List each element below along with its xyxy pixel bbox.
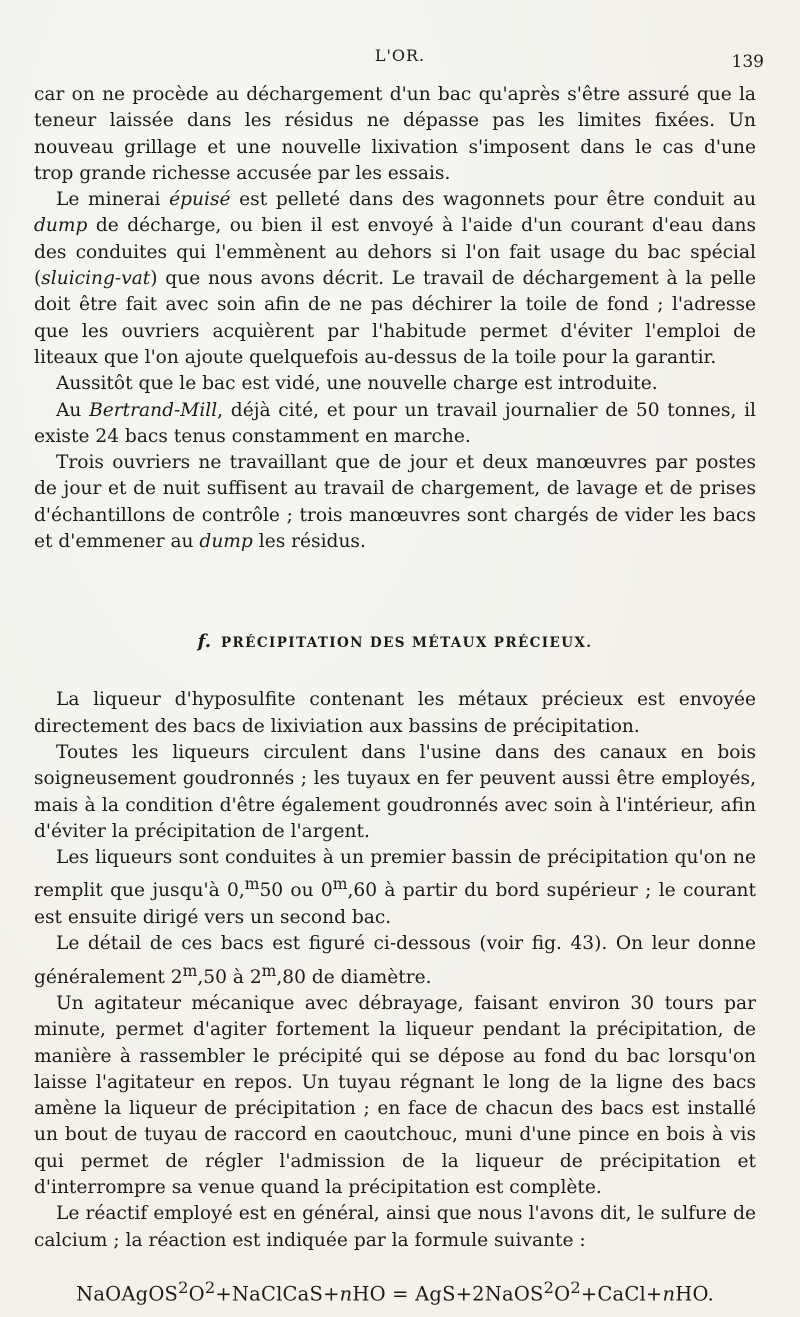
paragraph-canals: Toutes les liqueurs circulent dans l'usine dans des canaux en bois soigneusement goudronnés ; les tuyaux en fer peuvent aussi être employés, mais à la condition d'être également goudronnés avec soin à l'intérieur, afin d'éviter la précipitation de l'argent. (34, 741, 756, 842)
paragraph-bac-detail (34, 931, 756, 991)
formula-part: +NaClCaS+ (215, 1282, 340, 1306)
formula-superscript: 2 (543, 1277, 555, 1297)
term-epuise: épuisé (169, 189, 231, 211)
text-run: de décharge, ou bien il est envoyé à l'aide d'un courant d'eau dans des conduites qui l'emmènent au dehors si l'on fait usage du bac spécial ( (34, 215, 756, 290)
text-run: est pelleté dans des wagonnets pour être conduit au (230, 189, 756, 211)
paragraph-agitator: Un agitateur mécanique avec débrayage, faisant environ 30 tours par minute, permet d'agiter fortement la liqueur pendant la précipitation, de manière à rassembler le précipité qui se dépose au fond du bac lorsqu'on laisse l'agitateur en repos. Un tuyau régnant le long de la ligne des bacs amène la liqueur de précipitation ; en face de chacun des bacs est installé un bout de tuyau de raccord en caoutchouc, muni d'une pince en bois à vis qui permet de régler l'admission de la liqueur de précipitation et d'interrompre sa venue quand la précipitation est complète. (34, 992, 756, 1199)
spacer (34, 555, 756, 631)
term-bertrand-mill: Bertrand-Mill (89, 399, 218, 421)
text-run: ,50 à 2 (197, 966, 262, 988)
term-sluicing-vat: sluicing-vat (41, 268, 151, 290)
page-number: 139 (731, 52, 764, 72)
text-run: ,60 à partir du bord supérieur ; le courant est ensuite dirigé vers un second bac. (34, 880, 756, 928)
text-run: les résidus. (252, 531, 366, 553)
formula-variable: n (662, 1282, 676, 1306)
unit-superscript: m (244, 875, 260, 894)
formula-part: HO = AgS+2NaOS (352, 1282, 544, 1306)
formula-superscript: 2 (204, 1277, 216, 1297)
text-run: Au (56, 399, 90, 421)
text-run: Trois ouvriers ne travaillant que de jour et deux manœuvres par postes de jour et de nuit suffisent au travail de chargement, de lavage et de prises d'échantillons de contrôle ; trois manœuvres sont chargés de vider les bacs et d'emmener au (34, 452, 756, 553)
spacer (34, 657, 756, 687)
formula-part: HO. (675, 1282, 714, 1306)
formula-part: O (188, 1282, 205, 1306)
body-text (34, 82, 756, 1305)
paragraph-bertrand-mill (34, 398, 756, 451)
text-run: Le minerai (56, 189, 170, 211)
unit-superscript: m (332, 875, 348, 894)
formula-superscript: 2 (570, 1277, 581, 1297)
formula-part: O (554, 1282, 571, 1306)
formula-variable: n (339, 1282, 353, 1306)
text-run: , déjà cité, et pour un travail journalier de 50 tonnes, il existe 24 bacs tenus constamment en marche. (34, 399, 756, 447)
term-dump: dump (199, 531, 253, 553)
section-letter: f. (197, 631, 211, 653)
paragraph-unloading (34, 187, 756, 371)
term-dump: dump (34, 215, 88, 237)
chemical-formula (34, 1278, 756, 1306)
paragraph-first-basin (34, 845, 756, 931)
unit-superscript: m (182, 961, 198, 980)
text-run: Les liqueurs sont conduites à un premier bassin de précipitation qu'on ne remplit que jusqu'à 0, (34, 847, 756, 902)
paragraph-residue-check: car on ne procède au déchargement d'un bac qu'après s'être assuré que la teneur laissée dans les résidus ne dépasse pas les limites fixées. Un nouveau grillage et une nouvelle lixivation s'imposent dans le cas d'une trop grande richesse accusée par les essais. (34, 84, 756, 184)
formula-part: +CaCl+ (580, 1282, 663, 1306)
paragraph-reagent: Le réactif employé est en général, ainsi que nous l'avons dit, le sulfure de calcium ; la réaction est indiquée par la formule suivante : (34, 1203, 756, 1251)
paragraph-hyposulfite: La liqueur d'hyposulfite contenant les métaux précieux est envoyée directement des bacs de lixiviation aux bassins de précipitation. (34, 689, 756, 737)
running-title: L'OR. (374, 46, 426, 65)
text-run: 50 ou 0 (259, 880, 333, 902)
running-head (0, 46, 800, 70)
text-run: Le détail de ces bacs est figuré ci-dessous (voir fig. 43). On leur donne généralement 2 (34, 933, 756, 988)
paragraph-workers (34, 450, 756, 555)
paragraph-new-charge: Aussitôt que le bac est vidé, une nouvelle charge est introduite. (56, 373, 658, 395)
formula-superscript: 2 (178, 1277, 189, 1297)
unit-superscript: m (261, 961, 277, 980)
formula-part: NaOAgOS (76, 1282, 179, 1306)
section-title: PRÉCIPITATION DES MÉTAUX PRÉCIEUX. (221, 635, 593, 652)
text-run: ,80 de diamètre. (276, 966, 432, 988)
text-run: ) que nous avons décrit. Le travail de déchargement à la pelle doit être fait avec soin afin de ne pas déchirer la toile de fond ; l'adresse que les ouvriers acquièrent par l'habitude permet d'éviter l'emploi de liteaux que l'on ajoute quelquefois au-dessus de la toile pour la garantir. (34, 268, 756, 368)
section-heading (34, 631, 756, 657)
